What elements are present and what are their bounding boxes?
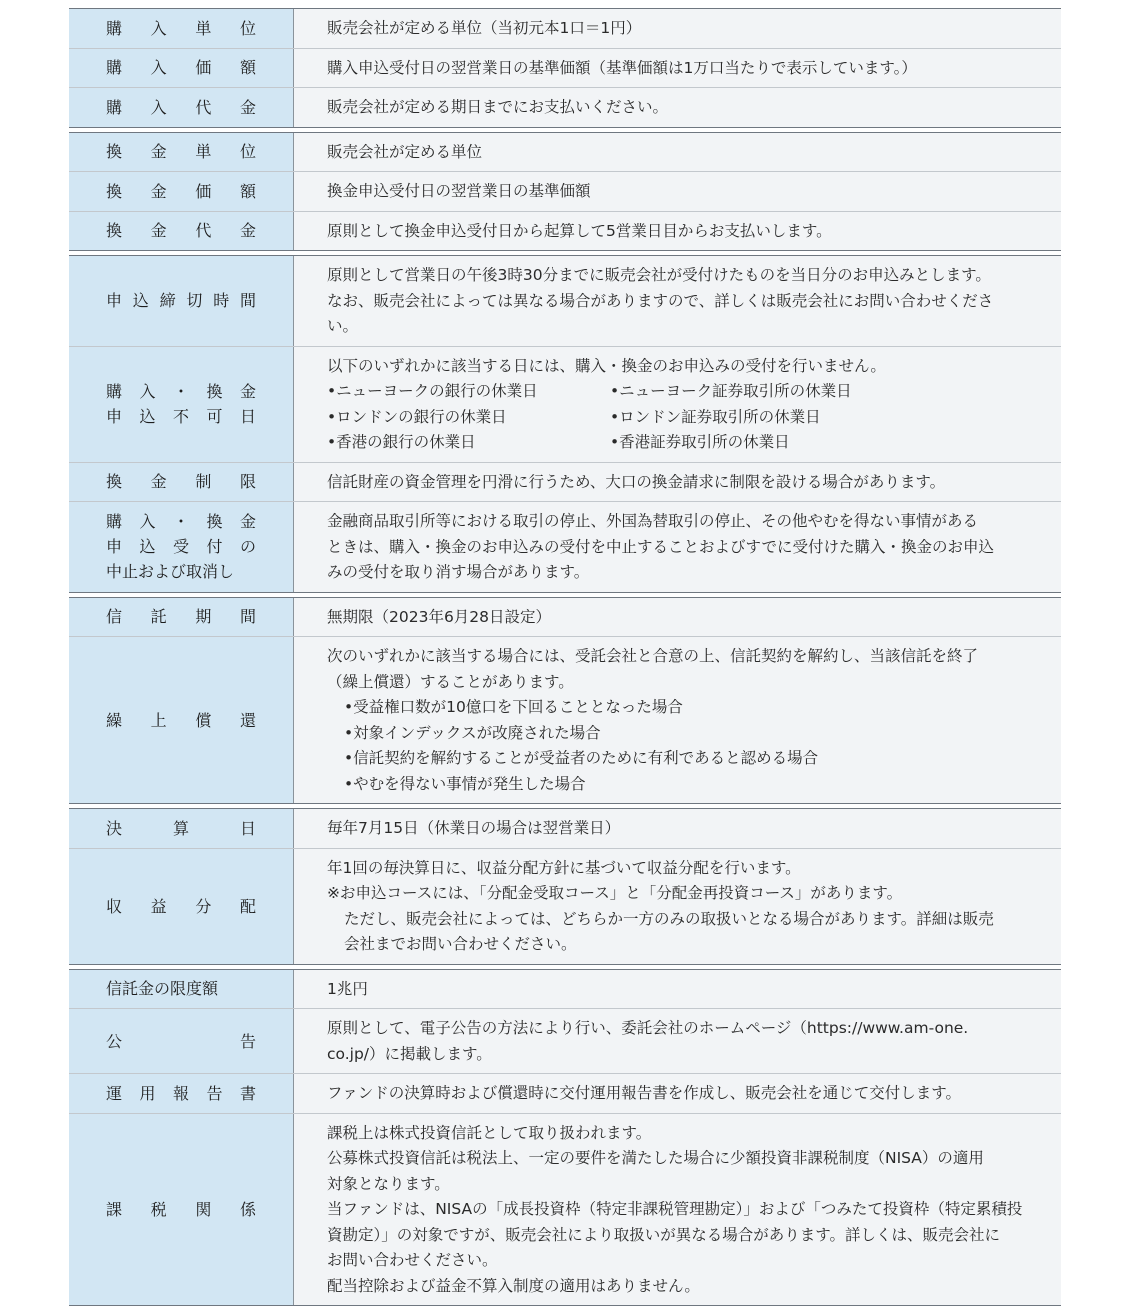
row-content: [294, 463, 1061, 502]
content-line: 対象となります。: [327, 1174, 450, 1193]
table-row: [69, 171, 1061, 211]
row-label-char: ・: [172, 512, 189, 532]
row-label-char: 価: [195, 58, 212, 78]
row-label-line: [106, 139, 256, 164]
content-line: 金融商品取引所等における取引の停止、外国為替取引の停止、その他やむを得ない事情がある: [327, 512, 979, 530]
content-line: 課税上は株式投資信託として取り扱われます。: [327, 1123, 652, 1142]
row-content: [294, 598, 1061, 637]
row-label-char: 代: [195, 221, 212, 241]
table-row: [69, 1073, 1061, 1113]
row-label-char: 間: [239, 607, 256, 627]
content-line: 原則として換金申込受付日から起算して5営業日目からお支払いします。: [327, 221, 832, 240]
content-line: 販売会社が定める単位: [327, 142, 483, 161]
row-label-char: 切: [186, 291, 203, 311]
content-line: ときは、購入・換金のお申込みの受付を中止することおよびすでに受付けた購入・換金のお申込: [327, 537, 994, 556]
row-label-char: 込: [139, 407, 156, 426]
table-row: [69, 256, 1061, 346]
row-label: [106, 509, 256, 584]
table-row: [69, 1008, 1061, 1073]
row-content: [294, 9, 1061, 48]
row-label-char: 償: [195, 710, 212, 730]
row-label-char: 制: [195, 472, 212, 492]
content-line: 購入申込受付日の翌営業日の基準価額（基準価額は1万口当たりで表示しています。）: [327, 58, 917, 77]
row-label-char: 告: [206, 1083, 223, 1103]
row-label-cell: [69, 849, 294, 964]
row-label-cell: [69, 133, 294, 172]
table-row: [69, 970, 1061, 1009]
row-label-char: 運: [106, 1083, 123, 1103]
row-label-char: 申: [106, 291, 123, 311]
row-label-char: 金: [150, 221, 167, 241]
content-line: 資勘定）」の対象ですが、販売会社により取扱いが異なる場合があります。詳しくは、販売会社に: [327, 1225, 1001, 1244]
table-row: [69, 848, 1061, 964]
content-line: ファンドの決算時および償還時に交付運用報告書を作成し、販売会社を通じて交付します。: [327, 1084, 961, 1102]
content-line: 原則として、電子公告の方法により行い、委託会社のホームページ（https://www.am-one.: [327, 1019, 969, 1037]
row-label-cell: [69, 809, 294, 848]
row-label-text: 信託金の限度額: [106, 979, 219, 999]
row-content: [294, 637, 1061, 803]
row-content: [294, 502, 1061, 592]
row-label-char: 価: [195, 181, 212, 201]
row-label-char: 金: [150, 181, 167, 201]
row-label-char: 公: [106, 1031, 123, 1051]
row-label-char: 購: [106, 58, 123, 78]
row-label-char: 間: [239, 291, 256, 311]
note-line: ただし、販売会社によっては、どちらか一方のみの取扱いとなる場合があります。詳細は販売: [344, 909, 994, 928]
row-content: [294, 1114, 1061, 1306]
row-label: [106, 894, 256, 919]
row-label-char: 付: [206, 537, 223, 557]
content-line: 換金申込受付日の翌営業日の基準価額: [327, 182, 591, 200]
row-label: [106, 95, 256, 120]
content-line: 当ファンドは、NISAの「成長投資枠（特定非課税管理勘定）」および「つみたて投資枠（特定累積投: [327, 1200, 1023, 1218]
content-line: ※お申込コースには、「分配金受取コース」と「分配金再投資コース」があります。: [327, 884, 903, 902]
row-label-char: 額: [239, 58, 256, 78]
row-label-char: 購: [106, 512, 123, 532]
row-content: [294, 49, 1061, 88]
content-line: 毎年7月15日（休業日の場合は翌営業日）: [327, 819, 621, 837]
row-label-char: 換: [106, 181, 123, 201]
row-label-cell: [69, 49, 294, 88]
bullet-item: •ニューヨーク証券取引所の休業日: [610, 382, 852, 400]
row-label-char: 収: [106, 896, 123, 916]
content-line: 販売会社が定める期日までにお支払いください。: [327, 98, 669, 116]
row-label-char: 繰: [106, 710, 123, 730]
bullet-item: •対象インデックスが改廃された場合: [344, 723, 601, 742]
row-label-char: 不: [172, 407, 189, 426]
row-label-line: [106, 218, 256, 243]
row-label-char: 換: [206, 382, 223, 401]
row-label-char: 税: [150, 1199, 167, 1219]
row-label-line: [106, 16, 256, 41]
row-label-cell: [69, 1074, 294, 1113]
row-label-char: 額: [239, 181, 256, 201]
table-row: [69, 9, 1061, 48]
row-label-char: 上: [150, 710, 167, 730]
row-label-char: 換: [206, 512, 223, 532]
content-line: 原則として営業日の午後3時30分までに販売会社が受付けたものを当日分のお申込みとします。: [327, 266, 991, 284]
row-label-cell: [69, 172, 294, 211]
bullet-item: •ロンドンの銀行の休業日: [327, 407, 507, 426]
row-label: [106, 469, 256, 494]
content-line: なお、販売会社によっては異なる場合がありますので、詳しくは販売会社にお問い合わせくださ: [327, 291, 994, 310]
row-label-line: [106, 894, 256, 919]
row-label-line: [106, 976, 256, 1001]
table-group: [69, 132, 1061, 252]
row-label-char: 換: [106, 221, 123, 241]
content-line: （繰上償還）することがあります。: [327, 672, 574, 691]
row-content: [294, 1009, 1061, 1073]
row-label-char: 入: [139, 382, 156, 401]
row-label: [106, 708, 256, 733]
row-label-char: 分: [195, 896, 212, 916]
row-label-line: [106, 604, 256, 629]
table-row: [69, 87, 1061, 127]
row-label-char: 期: [195, 607, 212, 627]
row-label-char: 配: [239, 896, 256, 916]
row-label: [106, 55, 256, 80]
row-label-cell: [69, 598, 294, 637]
row-label-text: 中止および取消し: [106, 562, 235, 582]
table-row: [69, 211, 1061, 251]
row-label-char: ・: [172, 382, 189, 401]
row-label: [106, 139, 256, 164]
row-label: [106, 16, 256, 41]
bullet-item: •ロンドン証券取引所の休業日: [610, 407, 821, 426]
row-label-char: 込: [139, 537, 156, 557]
row-label-char: 単: [195, 142, 212, 162]
row-content: [294, 849, 1061, 964]
row-label-cell: [69, 1009, 294, 1073]
row-label: [106, 1029, 256, 1054]
row-label: [106, 1081, 256, 1106]
row-label-char: 購: [106, 18, 123, 38]
row-label-cell: [69, 502, 294, 592]
row-label-char: 益: [150, 896, 167, 916]
row-content: [294, 172, 1061, 211]
bullet-pair: [327, 405, 1049, 431]
row-label-line: [106, 1081, 256, 1106]
row-label-char: 入: [150, 18, 167, 38]
table-row: [69, 809, 1061, 848]
row-label-char: 決: [106, 818, 123, 838]
row-label-char: 締: [159, 291, 176, 311]
row-content: [294, 809, 1061, 848]
row-label-line: [106, 95, 256, 120]
note-line: 会社までお問い合わせください。: [344, 935, 577, 953]
content-line: 無期限（2023年6月28日設定）: [327, 607, 552, 626]
bullet-pair: [327, 379, 1049, 405]
table-group: [69, 255, 1061, 593]
row-label-char: 金: [239, 382, 256, 401]
row-label-line: [106, 509, 256, 534]
row-label-line: [106, 1029, 256, 1054]
content-line: 信託財産の資金管理を円滑に行うため、大口の換金請求に制限を設ける場合があります。: [327, 472, 946, 491]
row-label-char: 金: [150, 142, 167, 162]
table-row: [69, 598, 1061, 637]
row-label-line: [106, 559, 256, 584]
table-row: [69, 133, 1061, 172]
row-label-cell: [69, 256, 294, 346]
bullet-item: •ニューヨークの銀行の休業日: [327, 382, 538, 400]
bullet-item: •やむを得ない事情が発生した場合: [344, 774, 586, 793]
row-content: [294, 256, 1061, 346]
row-label-char: 用: [139, 1083, 156, 1103]
fund-terms-table: [69, 8, 1061, 1310]
row-label: [106, 218, 256, 243]
row-label-char: 還: [239, 710, 256, 730]
row-label-char: 換: [106, 142, 123, 162]
table-row: [69, 1113, 1061, 1306]
content-line: 1兆円: [327, 979, 368, 998]
row-label-char: 金: [239, 221, 256, 241]
row-label-char: 算: [172, 818, 189, 838]
row-label-char: 入: [139, 512, 156, 532]
table-group: [69, 8, 1061, 128]
content-line: お問い合わせください。: [327, 1251, 498, 1269]
row-label-char: 金: [239, 512, 256, 532]
row-label-line: [106, 534, 256, 559]
row-label-char: 申: [106, 537, 123, 557]
row-label-char: 位: [239, 18, 256, 38]
row-label: [106, 816, 256, 841]
row-label: [106, 604, 256, 629]
content-line: みの受付を取り消す場合があります。: [327, 563, 590, 581]
row-label-cell: [69, 1114, 294, 1306]
row-label-line: [106, 55, 256, 80]
row-label-line: [106, 708, 256, 733]
row-content: [294, 212, 1061, 251]
row-label-char: 信: [106, 607, 123, 627]
content-line: 次のいずれかに該当する場合には、受託会社と合意の上、信託契約を解約し、当該信託を終了: [327, 647, 979, 665]
table-group: [69, 969, 1061, 1307]
row-label-char: 時: [213, 291, 230, 311]
row-content: [294, 1074, 1061, 1113]
table-row: [69, 636, 1061, 803]
content-line: い。: [327, 317, 359, 335]
row-label-char: 入: [150, 58, 167, 78]
row-label-char: 報: [172, 1083, 189, 1103]
row-label: [106, 379, 256, 429]
row-content: [294, 970, 1061, 1009]
row-label-line: [106, 179, 256, 204]
row-label-line: [106, 288, 256, 313]
row-label-char: 日: [239, 818, 256, 838]
row-label-char: 託: [150, 607, 167, 627]
row-label-line: [106, 1197, 256, 1222]
table-group: [69, 808, 1061, 965]
row-label-line: [106, 469, 256, 494]
row-label-char: 限: [239, 472, 256, 492]
bullet-item: •信託契約を解約することが受益者のために有利であると認める場合: [344, 749, 819, 767]
row-label-char: 代: [195, 97, 212, 117]
row-label-char: 申: [106, 407, 123, 426]
content-line: 以下のいずれかに該当する日には、購入・換金のお申込みの受付を行いません。: [327, 356, 886, 375]
row-label-line: [106, 379, 256, 404]
bullet-item: •香港証券取引所の休業日: [610, 433, 790, 451]
row-label-line: [106, 816, 256, 841]
bullet-item: •受益権口数が10億口を下回ることとなった場合: [344, 698, 683, 716]
row-content: [294, 88, 1061, 127]
row-label-char: 書: [239, 1083, 256, 1103]
table-row: [69, 346, 1061, 462]
row-label-char: 位: [239, 142, 256, 162]
row-label-char: の: [239, 537, 256, 557]
row-label: [106, 179, 256, 204]
row-label-char: 単: [195, 18, 212, 38]
row-label-char: 日: [239, 407, 256, 426]
row-label-cell: [69, 88, 294, 127]
row-label: [106, 976, 256, 1001]
row-label-char: 換: [106, 472, 123, 492]
row-label-char: 受: [172, 537, 189, 557]
row-content: [294, 347, 1061, 462]
table-row: [69, 462, 1061, 502]
bullet-pair: [327, 430, 1049, 456]
row-label-cell: [69, 637, 294, 803]
row-label: [106, 1197, 256, 1222]
table-row: [69, 48, 1061, 88]
table-row: [69, 501, 1061, 592]
content-line: 公募株式投資信託は税法上、一定の要件を満たした場合に少額投資非課税制度（NISA）の適用: [327, 1149, 984, 1167]
row-label-line: [106, 404, 256, 429]
table-group: [69, 597, 1061, 805]
row-label-char: 入: [150, 97, 167, 117]
row-label-char: 購: [106, 97, 123, 117]
row-label-char: 関: [195, 1199, 212, 1219]
row-label-char: 購: [106, 382, 123, 401]
content-line: co.jp/）に掲載します。: [327, 1044, 492, 1063]
row-label-char: 可: [206, 407, 223, 426]
row-label-char: 課: [106, 1199, 123, 1219]
row-label: [106, 288, 256, 313]
content-line: 配当控除および益金不算入制度の適用はありません。: [327, 1276, 700, 1295]
row-content: [294, 133, 1061, 172]
row-label-cell: [69, 9, 294, 48]
row-label-char: 込: [132, 291, 149, 311]
bullet-item: •香港の銀行の休業日: [327, 433, 476, 451]
row-label-cell: [69, 970, 294, 1009]
row-label-cell: [69, 212, 294, 251]
row-label-char: 金: [239, 97, 256, 117]
row-label-cell: [69, 347, 294, 462]
row-label-char: 金: [150, 472, 167, 492]
row-label-cell: [69, 463, 294, 502]
content-line: 販売会社が定める単位（当初元本1口＝1円）: [327, 19, 642, 37]
row-label-char: 告: [239, 1031, 256, 1051]
row-label-char: 係: [239, 1199, 256, 1219]
content-line: 年1回の毎決算日に、収益分配方針に基づいて収益分配を行います。: [327, 858, 801, 877]
